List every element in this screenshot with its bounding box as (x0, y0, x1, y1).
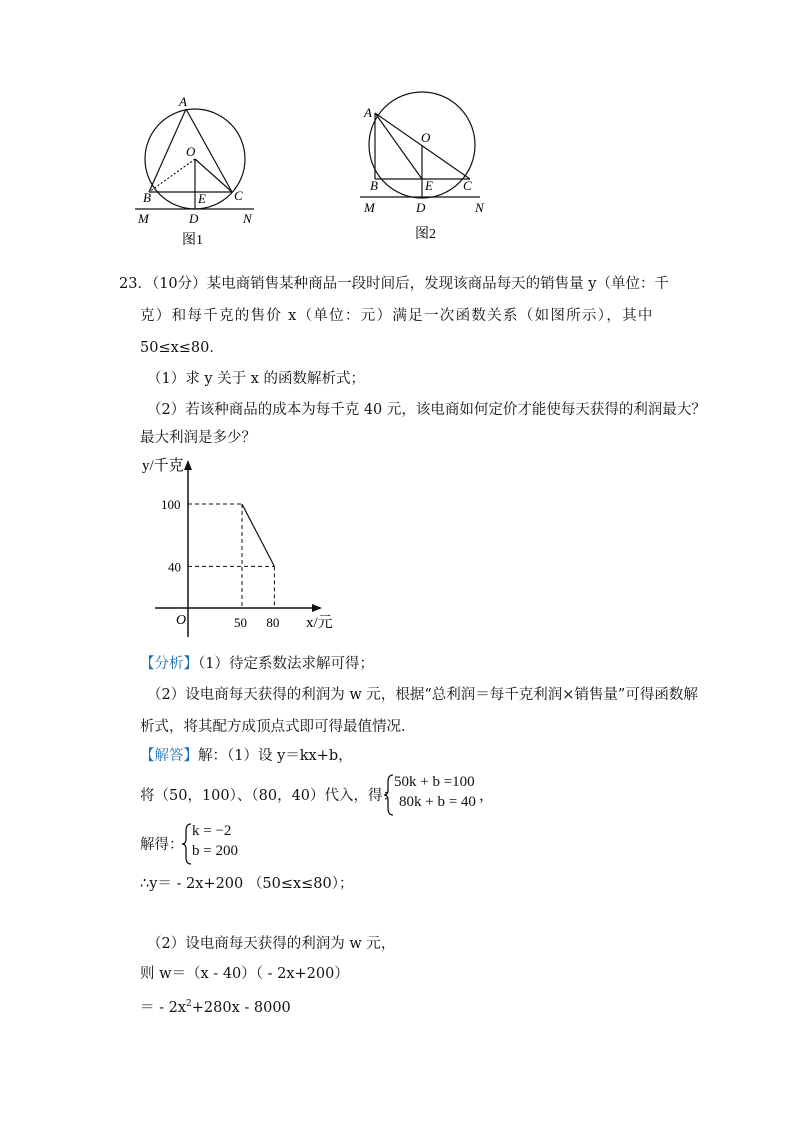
solution-tag: 【解答】 (140, 748, 198, 764)
fig2-label-B: B (370, 178, 378, 193)
equation-2: 80k + b = 40 (399, 794, 476, 810)
analysis-line-1: 【分析】（1）待定系数法求解可得； (140, 656, 374, 672)
fig1-label-A: A (179, 94, 187, 109)
fig2-label-N: N (475, 200, 484, 215)
fig2-label-M: M (364, 200, 375, 215)
solution-line-1: 【解答】解：（1）设 y＝kx+b， (140, 748, 353, 764)
solution-line-4: ∴y＝ - 2x+200 （50≤x≤80）； (140, 876, 354, 892)
problem-line-3: 50≤x≤80． (140, 340, 224, 356)
x-axis-label: x/元 (306, 615, 333, 631)
fig1-label-O: O (186, 144, 196, 159)
question-2: （2）若该种商品的成本为每千克 40 元，该电商如何定价才能使每天获得的利润最大？ (147, 402, 706, 418)
fig2-label-D: D (416, 200, 426, 215)
equation-4: b = 200 (192, 843, 238, 859)
fig2-label-A: A (364, 105, 372, 120)
fig1-label-E: E (198, 191, 206, 206)
x-axis-arrow (312, 604, 322, 612)
analysis-line-2: （2）设电商每天获得的利润为 w 元，根据“总利润＝每千克利润×销售量”可得函数解 (147, 687, 698, 703)
fig2-label-E: E (425, 178, 433, 193)
analysis-line-3: 析式，将其配方成顶点式即可得最值情况． (140, 719, 416, 735)
question-2-cont: 最大利润是多少？ (140, 430, 256, 446)
series-line (242, 504, 274, 566)
fig1-label-M: M (138, 211, 149, 226)
x-tick-label-80: 80 (266, 615, 280, 630)
fig2-label-C: C (463, 178, 472, 193)
fig1-label-B: B (143, 190, 151, 205)
y-tick-label-40: 40 (168, 559, 181, 575)
solution-line-6: 则 w＝（x - 40）（ - 2x+200） (140, 966, 349, 982)
solution-line-2: 将（50，100）、（80，40）代入，得： (140, 788, 398, 804)
fig1-label-N: N (243, 211, 252, 226)
fig2-caption: 图2 (415, 227, 436, 242)
solution-line-5: （2）设电商每天获得的利润为 w 元， (147, 936, 396, 952)
figure-2 (360, 90, 500, 250)
fig1-caption: 图1 (182, 233, 203, 248)
equation-comma: ， (479, 788, 495, 804)
analysis-tag: 【分析】 (140, 656, 198, 672)
solution-line-3: 解得： (140, 837, 184, 853)
question-1: （1）求 y 关于 x 的函数解析式； (147, 371, 366, 387)
x-tick-label-50: 50 (234, 615, 247, 630)
y-tick-label-100: 100 (161, 497, 181, 512)
origin-label: O (176, 613, 187, 628)
equation-3: k = −2 (192, 823, 232, 839)
y-axis-label: y/千克 (142, 458, 184, 474)
problem-line-2: 克）和每千克的售价 x（单位：元）满足一次函数关系（如图所示），其中 (140, 308, 654, 324)
equation-1: 50k + b =100 (394, 774, 475, 790)
sales-chart (140, 452, 340, 642)
solution-line-7: ＝ - $2x^2+280x - 8000$ (140, 999, 291, 1016)
fig1-label-D: D (189, 211, 199, 226)
fig2-label-O: O (421, 130, 431, 145)
figure-1 (130, 92, 270, 252)
fig1-label-C: C (234, 188, 243, 203)
y-axis-arrow (184, 460, 192, 470)
problem-number: 23． (119, 276, 152, 292)
problem-line-1: 23．（10分）某电商销售某种商品一段时间后，发现该商品每天的销售量 y（单位：千 (119, 276, 669, 292)
